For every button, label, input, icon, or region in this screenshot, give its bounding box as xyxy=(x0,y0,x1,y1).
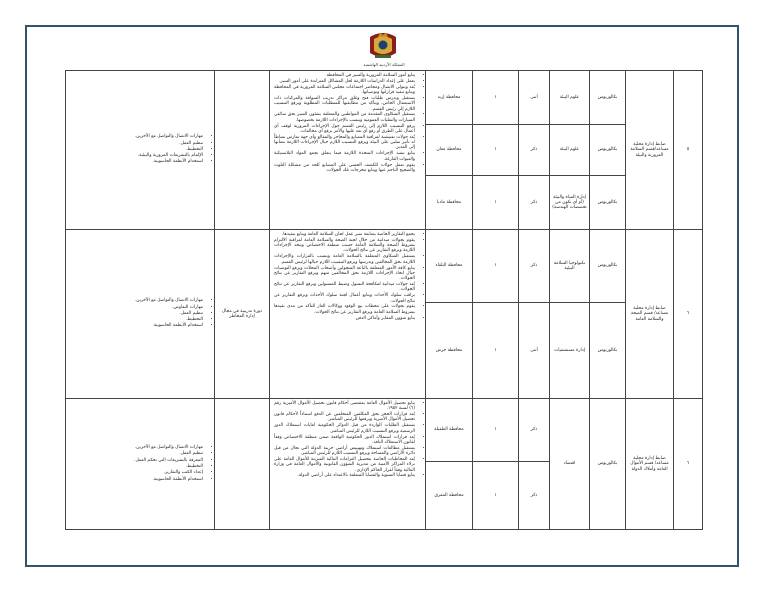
count-cell: ١ xyxy=(473,230,519,303)
table-row xyxy=(66,230,703,303)
list-item: • مهارات الاتصال والتواصل مع الآخرين. xyxy=(70,298,203,303)
list-item: • استخدام الأنظمة الحاسوبية. xyxy=(70,323,203,328)
list-item: • يتابع كافة الأمور المتعلقة بالباعة المتجولين وأصحاب المحلات ويرفع التوصيات حيال اتخاذ الإجراءات اللازمة بحق المخالفين منهم ويرفع التقارير عن نتائج الجولات. xyxy=(274,266,415,282)
location-cell: محافظة معان xyxy=(426,125,473,176)
responsibilities-cell xyxy=(270,230,426,399)
list-item: • يستقبل مطالعات استملاك وتهيبيض أراضي خزينة الدولة التي تحال من قبل دائرة الأراضي والمساحة ويرفع التنسيب اللازم للرئيس المباشر. xyxy=(274,446,415,457)
skills-cell xyxy=(66,230,215,399)
gender-cell: ذكر xyxy=(519,125,550,176)
jobs-table xyxy=(65,70,703,530)
list-item: • استخدام الأنظمة الحاسوبية. xyxy=(70,477,203,482)
degree-cell: بكالوريوس xyxy=(590,303,626,399)
list-item: • يتابع أمور السلامة المرورية والسير في المحافظة. xyxy=(274,73,415,78)
list-item: • يقوم بعمل جولات للكشف الحسي على المصانع للحد من مشكلة التلوث والضجيج الناجم عنها ويتابع مخرجات تلك الجولات. xyxy=(274,163,415,174)
training-cell xyxy=(215,399,270,530)
list-item: • يتابع شؤون المقابر وأماكن الدفن. xyxy=(274,316,415,321)
position-title: ضابط إدارة محلية مساعد/قسم السلامة المرورية والبيئة xyxy=(626,71,674,230)
list-item: • يجمع التقارير الخاصة بمتابعة سير عمل لجان السلامة العامة ويتابع تنفيذها. xyxy=(274,232,415,237)
table-row xyxy=(66,399,703,462)
section-number: ٥ xyxy=(674,71,703,230)
responsibilities-cell xyxy=(270,71,426,230)
list-item: • إعداد الكتب والتقارير. xyxy=(70,470,203,475)
list-item: • يرفع التنسيب اللازم إلى رئيس القسم حول الإجراءات المرورية لوقف أي أعمال على الطرق أو رفع أي تعد عليها والأمر برفع أي مخالفات. xyxy=(274,124,415,135)
gender-cell: ذكر xyxy=(519,462,550,530)
location-cell: محافظة إربد xyxy=(426,71,473,125)
location-cell: محافظة الطفيلة xyxy=(426,399,473,462)
list-item: • يُعد قرارات الحجز بحق المكلفين المتخلفين عن الدفع استناداً لأحكام قانون تحصيل الأموال الأميرية ويرفعها للرئيس المباشر. xyxy=(274,412,415,423)
list-item: • يستقبل الطلبات الواردة من قبل الدوائر الحكومية لغايات استملاك الدور الرسمية ويرفع التنسيب اللازم للرئيس المباشر. xyxy=(274,423,415,434)
gender-cell: أنثى xyxy=(519,71,550,125)
list-item: • يُعد ويتولى الاتصال ومحاضر اجتماعات مجلس السلامة المرورية في المحافظة ويتابع تنفيذ قراراتها وتوصياتها. xyxy=(274,85,415,96)
list-item: • التخطيط. xyxy=(70,147,203,152)
list-item: • تنظيم العمل. xyxy=(70,451,203,456)
count-cell: ١ xyxy=(473,125,519,176)
position-title: ضابط إدارة محلية مساعد/ قسم الأموال العامة وأملاك الدولة xyxy=(626,399,674,530)
major-cell: علوم البيئة xyxy=(550,71,590,125)
list-item: • يعمل على إعداد الدراسات اللازمة لحل المشاكل المتزايدة على أمور السير. xyxy=(274,79,415,84)
training-cell xyxy=(215,71,270,230)
crest-caption: المملكة الأردنية الهاشمية xyxy=(363,62,405,67)
location-cell: محافظة مادبا xyxy=(426,176,473,230)
list-item: • المعرفة بالتشريعات التي تحكم العمل. xyxy=(70,458,203,463)
list-item: • يتابع قضايا التسوية والقضايا المتعلقة بالاعتداء على أراضي الدولة. xyxy=(274,473,415,478)
list-item: • يستقبل الشكاوى المقدمة من المواطنين والمتعلقة بشئون السير بحق سائقي السيارات والنقليات العمومية وينسب بالإجراءات اللازمة بخصوصها. xyxy=(274,112,415,123)
count-cell: ١ xyxy=(473,399,519,462)
degree-cell: بكالوريوس xyxy=(590,230,626,303)
skills-cell xyxy=(66,71,215,230)
section-number: ٦ xyxy=(674,399,703,530)
gender-cell: ذكر xyxy=(519,399,550,462)
gender-cell: أنثى xyxy=(519,303,550,399)
list-item: • الإلمام بالتشريعات المرورية والبيئية. xyxy=(70,153,203,158)
degree-cell: بكالوريوس xyxy=(590,399,626,530)
list-item: • يُعد جولات ميدانية لمكافحة التسول وضبط المتسولين ويرفع التقارير عن نتائج الجولات. xyxy=(274,282,415,293)
degree-cell: بكالوريوس xyxy=(590,71,626,125)
list-item: • تنظيم العمل. xyxy=(70,141,203,146)
list-item: • يُعد المخاطبات الخاصة بتحصيل الغرامات المالية المترتبة للأموال العامة على نزلاء المراكز الأمنية من مديرية الشؤون القانونية والأموال العامة في وزارة المالية وفقاً لقرار الحاكم الإداري. xyxy=(274,457,415,473)
gender-cell: ذكر xyxy=(519,230,550,303)
count-cell: ١ xyxy=(473,71,519,125)
list-item: • التخطيط. xyxy=(70,464,203,469)
count-cell: ١ xyxy=(473,303,519,399)
jordan-crest-icon xyxy=(366,31,400,61)
list-item: • يتابع تنفيذ الإجراءات المتخذة اللازمة فيما يتعلق بجمع المواد البلاستيكية والعبوات الفارغة. xyxy=(274,151,415,162)
list-item: • يُعد جولات تفتيشية لمراقبة المصانع والمحاجر والمقالع وأي جهة تمارس نشاطاً له تأثير سلبي على البيئة ويرفع التنسيب اللازم حيال الإجراءات اللازمة بشأنها إلى المدير. xyxy=(274,135,415,151)
list-item: • تنظيم العمل. xyxy=(70,311,203,316)
list-item: • مهارات التفاوض. xyxy=(70,305,203,310)
major-cell: اقتصاد xyxy=(550,399,590,530)
degree-cell: بكالوريوس xyxy=(590,125,626,176)
major-cell: علوم البيئة xyxy=(550,125,590,176)
major-cell: إدارة المياه والبيئة (أو أي تكون من تخصصات الهندسة) xyxy=(550,176,590,230)
location-cell: محافظة جرش xyxy=(426,303,473,399)
table-row xyxy=(66,71,703,125)
list-item: • يستقبل ويدرس طلبات فتح وغلق مراكز تدريب السواقة والمركبات ذات الاستعمال الخاص، ويتأكد من مطابقتها للمتطلبات المطلوبة ويرفع التنسيب اللازم إلى رئيس القسم. xyxy=(274,96,415,112)
list-item: • مهارات الاتصال والتواصل مع الآخرين. xyxy=(70,134,203,139)
skills-cell xyxy=(66,399,215,530)
major-cell: إدارة مستشفيات xyxy=(550,303,590,399)
gender-cell: ذكر xyxy=(519,176,550,230)
list-item: • يقوم بجولات على محطات بيع الوقود ووكالات الغاز للتأكد من مدى تقيدها بشروط السلامة العامة ويرفع التقارير عن نتائج الجولات. xyxy=(274,304,415,315)
list-item: • يراقب سلوك الأحداث ويتابع أعمال لجنة سلوك الأحداث ويرفع التقارير عن نتائج الجولات. xyxy=(274,293,415,304)
section-number: ٦ xyxy=(674,230,703,399)
degree-cell: بكالوريوس xyxy=(590,176,626,230)
major-cell: تكنولوجيا السلامة البيئية xyxy=(550,230,590,303)
list-item: • يقوم بجولات ميدانية من خلال لجنة الصحة والسلامة العامة لمراقبة الالتزام بشروط الصحة والسلامة العامة حسب منطقة الاختصاص ويتخذ الإجراءات اللازمة ويرفع التقارير عن نتائج الجولات. xyxy=(274,238,415,254)
count-cell: ١ xyxy=(473,462,519,530)
location-cell: محافظة المفرق xyxy=(426,462,473,530)
location-cell: محافظة البلقاء xyxy=(426,230,473,303)
position-title: ضابط إدارة محلية مساعد/ قسم الصحة والسلامة العامة xyxy=(626,230,674,399)
list-item: • يتابع تحصيل الأموال العامة بمقتضى أحكام قانون تحصيل الأموال الأميرية رقم (٦) لسنة ١٩٥٢. xyxy=(274,401,415,412)
list-item: • مهارات الاتصال والتواصل مع الآخرين. xyxy=(70,445,203,450)
list-item: • يستقبل الشكاوى المتعلقة بالسلامة العامة ويتسب بالقرارات والإجراءات اللازمة بحق المخالفين ويدرسها ويرفع التنسيب اللازم حيالها لرئيس القسم. xyxy=(274,254,415,265)
list-item: • استخدام الأنظمة الحاسوبية. xyxy=(70,159,203,164)
count-cell: ١ xyxy=(473,176,519,230)
training-cell: دورة تدريبية في مجال إدارة المخاطر xyxy=(215,230,270,399)
list-item: • يُعد قرارات استملاك الدور الحكومية الواقعة ضمن منطقة الاختصاص وفقاً لقانون الاستملاك النافذ. xyxy=(274,435,415,446)
list-item: • التخطيط. xyxy=(70,317,203,322)
responsibilities-cell xyxy=(270,399,426,530)
